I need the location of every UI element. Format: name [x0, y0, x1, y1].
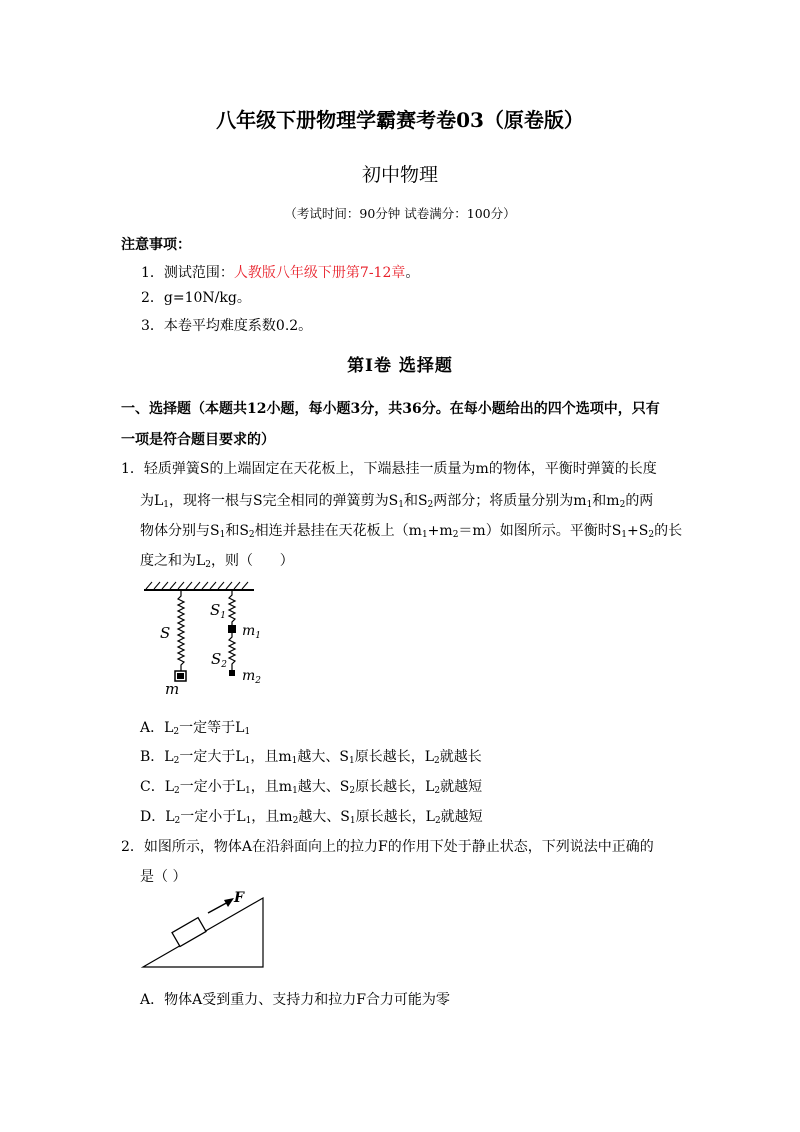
- mass-m2: [229, 670, 235, 676]
- spring-s: [178, 591, 184, 671]
- section-heading-line-1: 一、选择题（本题共12小题，每小题3分，共36分。在每小题给出的四个选项中，只有: [121, 401, 660, 417]
- q1-option-a[interactable]: A．$L_2$一定等于$L_1$: [140, 720, 251, 737]
- notice-item-2: 2．g=10N/kg。: [141, 290, 251, 306]
- label-s: S: [160, 624, 171, 642]
- notice-item-1-highlight: 人教版八年级下册第7-12章: [233, 265, 406, 281]
- notice-item-1: [141, 262, 419, 282]
- label-m2: $m_2$: [242, 668, 262, 686]
- label-s1: $S_1$: [210, 601, 227, 621]
- q1-option-d[interactable]: D．$L_2$一定小于$L_1$，且$m_2$越大、$S_1$原长越长，$L_2$就越短: [140, 809, 483, 826]
- subject-heading: 初中物理: [361, 164, 438, 186]
- q2-option-a[interactable]: A．物体A受到重力、支持力和拉力F合力可能为零: [140, 992, 450, 1008]
- section-title: 第Ⅰ卷 选择题: [347, 356, 453, 376]
- spring-s2: [229, 633, 235, 670]
- notice-item-1-prefix: 1．测试范围：: [141, 265, 234, 281]
- q1-line-3: 物体分别与$S_1$和$S_2$相连并悬挂在天花板上$(m_1+m_2=m)$如图所示。平衡时$S_1+S_2$的长: [140, 523, 683, 540]
- notice-item-3: 3．本卷平均难度系数0.2。: [141, 318, 313, 334]
- ceiling: [144, 582, 254, 590]
- notice-item-1-suffix: 。: [405, 265, 420, 281]
- incline-figure: [138, 888, 273, 970]
- label-f: F: [234, 890, 244, 906]
- label-m1: $m_1$: [242, 623, 262, 641]
- notice-heading: 注意事项：: [121, 237, 191, 253]
- q2-line-2: 是（ ）: [140, 869, 187, 885]
- section-heading-line-2: 一项是符合题目要求的）: [121, 432, 275, 448]
- q1-option-c[interactable]: C．$L_2$一定小于$L_1$，且$m_1$越大、$S_2$原长越长，$L_2$就越短: [140, 779, 483, 796]
- q1-option-b[interactable]: B．$L_2$一定大于$L_1$，且$m_1$越大、$S_1$原长越长，$L_2$就越长: [140, 749, 482, 766]
- q1-line-4: 度之和为$L_2$，则（ ）: [140, 553, 294, 570]
- q2-line-1: 2．如图所示，物体A在沿斜面向上的拉力F的作用下处于静止状态，下列说法中正确的: [121, 839, 654, 855]
- q1-line-2: 为$L_1$，现将一根与S完全相同的弹簧剪为$S_1$和$S_2$两部分；将质量分别为$m_1$和$m_2$的两: [140, 493, 654, 510]
- spring-figure: [138, 578, 288, 696]
- mass-m1: [228, 625, 236, 633]
- label-s2: $S_2$: [211, 650, 228, 670]
- label-m: m: [165, 680, 180, 696]
- page-title: 八年级下册物理学霸赛考卷03（原卷版）: [216, 108, 584, 132]
- q1-line-1: 1．轻质弹簧S的上端固定在天花板上，下端悬挂一质量为m的物体，平衡时弹簧的长度: [121, 461, 657, 477]
- spring-s1: [229, 591, 235, 625]
- exam-info: （考试时间：90分钟 试卷满分：100分）: [284, 206, 516, 221]
